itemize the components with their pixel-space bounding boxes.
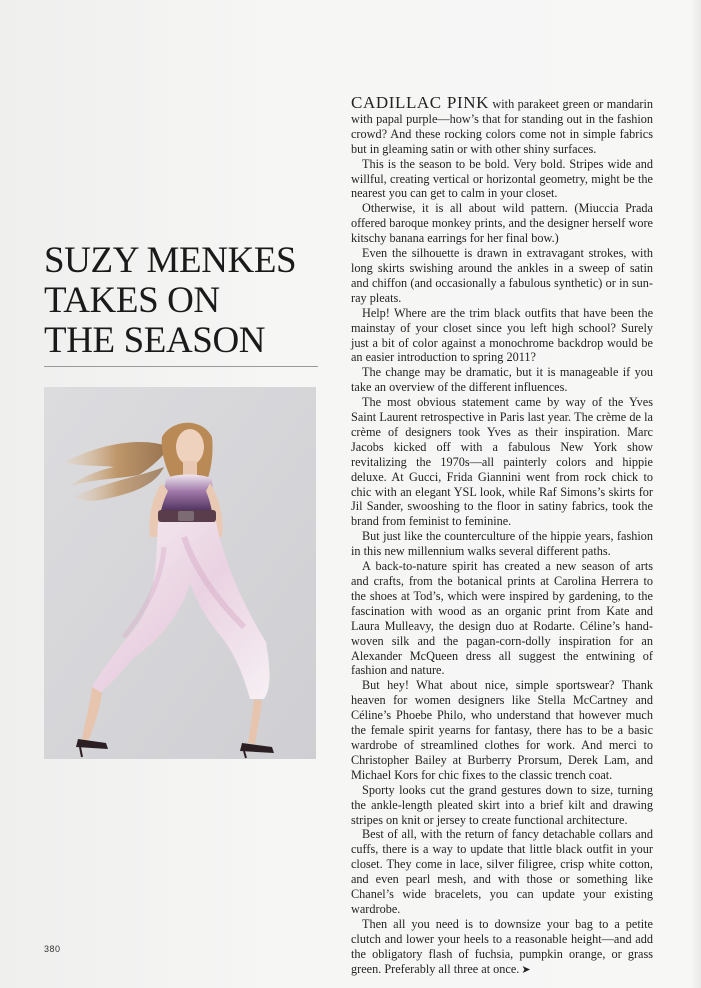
paragraph-9: A back-to-nature spirit has created a new season of arts and crafts, from the botanical prints at Carolina Herrera to the shoes at Tod’s, which were inspired by gardening, to the fascination with wood as an organic print from Kate and Laura Mulleavy, the design duo at Rodarte. Céline’s hand-woven silk and the pagan-corn-dolly inspiration for an Alexander McQueen dress all suggest the entwining of fashion and nature. xyxy=(351,559,653,678)
title-line-3: THE SEASON xyxy=(44,320,266,361)
page-number: 380 xyxy=(44,944,61,954)
page-edge-shadow xyxy=(691,0,701,988)
paragraph-8: But just like the counterculture of the hippie years, fashion in this new millennium walks several different paths. xyxy=(351,529,653,559)
paragraph-4: Even the silhouette is drawn in extravagant strokes, with long skirts swishing around the ankles in a sweep of satin and chiffon (and occasionally a fabulous synthetic) or in sun-ray pleats. xyxy=(351,246,653,305)
lead-in: CADILLAC PINK xyxy=(351,93,490,112)
paragraph-3: Otherwise, it is all about wild pattern. (Miuccia Prada offered baroque monkey prints, and the designer herself wore kitschy banana earrings for her final bow.) xyxy=(351,201,653,246)
title-line-1: SUZY MENKES xyxy=(44,240,297,281)
end-arrow-icon: ➤ xyxy=(521,963,531,976)
paragraph-12: Best of all, with the return of fancy detachable collars and cuffs, there is a way to update that little black outfit in your closet. They come in lace, silver filigree, crisp white cotton, and even pearl mesh, and with those or something like Chanel’s wide bracelets, you can update your existing wardrobe. xyxy=(351,827,653,916)
title-line-2: TAKES ON xyxy=(44,280,220,321)
paragraph-10: But hey! What about nice, simple sportswear? Thank heaven for women designers like Stella McCartney and Céline’s Phoebe Philo, who understand that however much the female spirit yearns for fantasy, there has to be a basic wardrobe of streamlined clothes for work. And merci to Christopher Bailey at Burberry Prorsum, Derek Lam, and Michael Kors for chic fixes to the classic trench coat. xyxy=(351,678,653,782)
page-title xyxy=(44,241,334,361)
fashion-photo xyxy=(44,387,316,759)
paragraph-11: Sporty looks cut the grand gestures down to size, turning the ankle-length pleated skirt into a brief kilt and drawing stripes on knit or jersey to create functional architecture. xyxy=(351,782,653,827)
paragraph-2: This is the season to be bold. Very bold. Stripes wide and willful, creating vertical or horizontal geometry, might be the nearest you can get to calm in your closet. xyxy=(351,156,653,201)
paragraph-7: The most obvious statement came by way of the Yves Saint Laurent retrospective in Paris last year. The crème de la crème of designers took Yves as their inspiration. Marc Jacobs kicked off with a fabulous New York show revitalizing the 1970s—all painterly colors and hippie deluxe. At Gucci, Frida Giannini went from rock chick to chic with an elegant YSL look, while Raf Simons’s skirts for Jil Sander, swooshing to the floor in satiny fabrics, took the brand from feminist to feminine. xyxy=(351,395,653,529)
paragraph-13 xyxy=(351,917,653,978)
paragraph-1 xyxy=(351,93,653,157)
article-body xyxy=(351,93,653,977)
paragraph-6: The change may be dramatic, but it is manageable if you take an overview of the different influences. xyxy=(351,365,653,395)
paragraph-1-text: with parakeet green or mandarin with papal purple—how’s that for standing out in the fashion crowd? And these rocking colors come not in simple fabrics but in gleaming satin or with other shiny surfaces. xyxy=(351,97,653,156)
paragraph-13-text: Then all you need is to downsize your bag to a petite clutch and lower your heels to a reasonable height—and add the obligatory flash of fuchsia, pumpkin orange, or grass green. Preferably all three at once. xyxy=(351,916,653,976)
paragraph-5: Help! Where are the trim black outfits that have been the mainstay of your closet since you left high school? Surely just a bit of color against a monochrome backdrop would be an easier introduction to spring 2011? xyxy=(351,305,653,365)
title-divider xyxy=(44,366,318,367)
